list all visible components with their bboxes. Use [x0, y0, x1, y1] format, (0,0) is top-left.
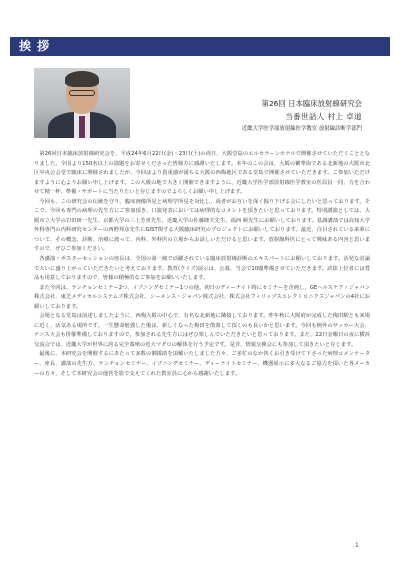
author-name: 当番世話人 村上 卓道	[285, 112, 362, 121]
author-photo	[34, 68, 130, 138]
greeting-body	[34, 150, 370, 379]
paragraph: また今回は、ランチョンセミナー2つ、イブニングセミナー1つの他、初日のディーナイト時にセミナーを企画し、GEヘルスケア・ジャパン株式会社、東芝メディカルシステムズ株式会社、シーメンス・ジャパン株式会社、株式会社フィリップスエレクトロニクスジャパンの4社にお願いしております。	[34, 284, 370, 310]
photo-tie	[79, 116, 85, 138]
author-affiliation: 近畿大学医学部放射線医学教室 放射線診断学部門	[241, 126, 362, 132]
header-bar	[10, 37, 390, 56]
photo-glasses	[69, 90, 95, 96]
page-title: 挨 拶	[19, 39, 51, 53]
paragraph: 会場となる堂島は前述しましたように、西梅大阪の中心で、有名な北新地に隣接しております。昨年秋に大阪府が完成した梅田駅とも来場に近く、活気ある場所です。一生懸命勉強した後は、新しくなった梅田を散策して頂くのも良いかと思います。今回も例外のサッカー大会、テニス大会も併催準備しておりますので、参加される先生方にはぜひ楽しんでいただきたいと思っております。また、22日金曜日の夜に横浜交流会では、近畿大学が世界に誇る完全養殖の近大マグロの解体を行う予定です。是非、情報交換会にも参加して頂きたいと存じます。	[34, 313, 370, 348]
conference-name: 第26回 日本臨床放射線研究会	[261, 99, 362, 108]
paragraph: 各講演・ポスターセッションの座長は、全国の第一線で活躍されている臨床放射線診断のエキスパートにお願いしております。活発な討論で大いに盛り上がっていただきたいと考えております。教育(クイズ)展示は、公募、当会で10題準備させていただきます。読影上位者には賞品も用意しておりますので、皆様の積極的なご参加をお願いいたします。	[34, 256, 370, 282]
paragraph: 第26回日本臨床放射線研究会を、平成24年6月22日(金)・23日(土)の両日、大阪堂島のエルセラーンホテルで開催させていただくこととなりました。全国より150名以上の演題をお寄せくださった皆様方に感謝いたします。本年のこの会は、大阪の繁華街である北新地の大阪市北区中央公会堂で臨床に開催されましたが、今回はより貴重感が満ちる大阪の西梅地区である堂島で開催させていただきます。ご参加いただけますように心よりお願い申し上げます。この大阪の地で大きく開催できますように、近畿大学医学部放射線医学教室の医局員一同、力を合わせて精一杯、準備・サポートに当たりたいと存じますのでよろしくお願い申し上げます。	[34, 151, 370, 196]
page-number: 1	[355, 542, 359, 549]
photo-hair	[65, 71, 99, 87]
paragraph: 最後に、本研究会を開催するにあたって多数の御援助を頂戴いたしました方々、ご多忙のなか快くお引き受けて下さった病理コメンテーター、座長、講演の先生方、ランチョンセミナー、イブニングセミナー、ディーナイトセミナー、機器展示に多大なるご協力を頂いた各メーカーの方々、そして本研究会の運営を影で支えてくれた教室員に心から感謝いたします。	[34, 351, 370, 377]
paragraph: 今回も、この研究会の伝統を守り、臨床画像所見と病理学所見を対比し、両者がお互いを深く掘り下げる会にしたいと思っております。そこで、今回も専門の病理の先生方にご参加頂き、口演発表においては病理的なコメントを頂きたいと思っております。特別講演としては、大阪市立大学の岩田研一先生、京都大学の三上芳喜先生、近畿大学の佐藤隆夫先生、福西 嵯先生にお願いしております。基調講演では高知大学外科専門の内科研究センターの西野邦彦先生にGIST関する大阪臨床研究のプロジェクトにお願いしております。最近、注目されている来夢について、その概念、診断、治療に渡って、内科、外科医の立場からお話しいただけると思います。放射線科医にとって興味ある内容と思いますので、ぜひご参加ください。	[34, 198, 370, 253]
